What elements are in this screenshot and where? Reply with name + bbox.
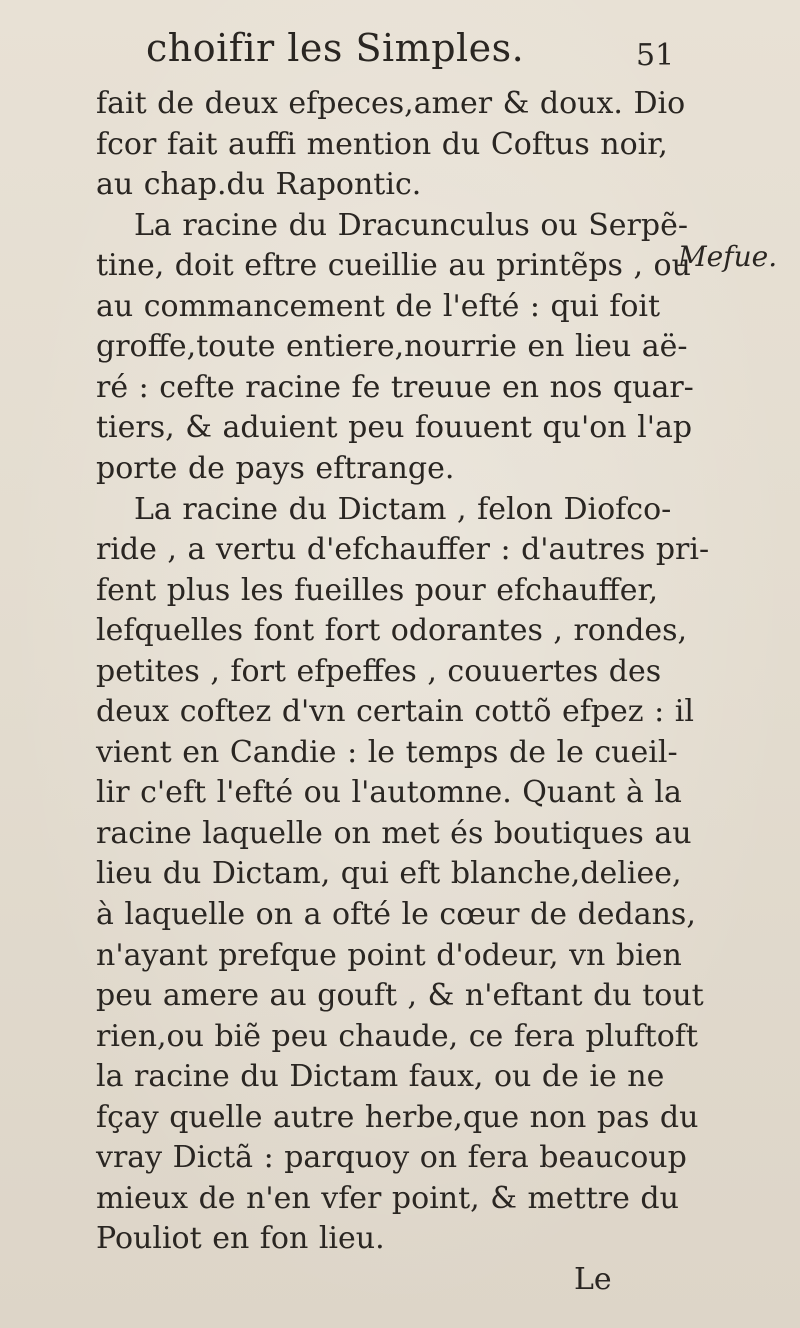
- text-line: n'ayant prefque point d'odeur, vn bien: [96, 938, 682, 973]
- text-line: rien,ou biẽ peu chaude, ce fera pluftoft: [96, 1019, 698, 1054]
- text-line: lieu du Dictam, qui eft blanche,deliee,: [96, 856, 682, 891]
- text-line: la racine du Dictam faux, ou de ie ne: [96, 1059, 665, 1094]
- text-line: peu amere au gouft , & n'eftant du tout: [96, 978, 704, 1013]
- text-line: lefquelles font fort odorantes , rondes,: [96, 613, 688, 648]
- text-line: Pouliot en fon lieu.: [96, 1221, 385, 1256]
- text-line: vray Dictã : parquoy on fera beaucoup: [96, 1140, 687, 1175]
- text-line: mieux de n'en vfer point, & mettre du: [96, 1181, 679, 1216]
- page-number: 51: [636, 38, 675, 73]
- text-line: La racine du Dracunculus ou Serpẽ-: [134, 208, 688, 243]
- text-line: lir c'eft l'efté ou l'automne. Quant à la: [96, 775, 682, 810]
- text-line: deux coftez d'vn certain cottõ efpez : il: [96, 694, 694, 729]
- running-head: choifir les Simples.: [146, 26, 525, 70]
- text-line: racine laquelle on met és boutiques au: [96, 816, 692, 851]
- text-line: fait de deux efpeces,amer & doux. Dio: [96, 86, 686, 121]
- text-line: au commancement de l'efté : qui foit: [96, 289, 661, 324]
- text-line: vient en Candie : le temps de le cueil-: [96, 735, 678, 770]
- text-line: ré : cefte racine fe treuue en nos quar-: [96, 370, 694, 405]
- text-line: tiers, & aduient peu fouuent qu'on l'ap: [96, 410, 693, 445]
- text-line: fent plus les fueilles pour efchauffer,: [96, 573, 659, 608]
- text-line: tine, doit eftre cueillie au printẽps , ou: [96, 248, 691, 283]
- text-line: porte de pays eftrange.: [96, 451, 455, 486]
- text-line: à laquelle on a ofté le cœur de dedans,: [96, 897, 696, 932]
- text-line: fçay quelle autre herbe,que non pas du: [96, 1100, 699, 1135]
- text-line: au chap.du Rapontic.: [96, 167, 422, 202]
- catchword: Le: [574, 1262, 612, 1297]
- text-line: petites , fort efpeffes , couuertes des: [96, 654, 662, 689]
- text-line: groffe,toute entiere,nourrie en lieu aë-: [96, 329, 688, 364]
- margin-note: Mefue.: [678, 240, 778, 273]
- text-line: fcor fait auffi mention du Coftus noir,: [96, 127, 668, 162]
- text-line: ride , a vertu d'efchauffer : d'autres pri-: [96, 532, 710, 567]
- text-line: La racine du Dictam , felon Diofco-: [134, 492, 672, 527]
